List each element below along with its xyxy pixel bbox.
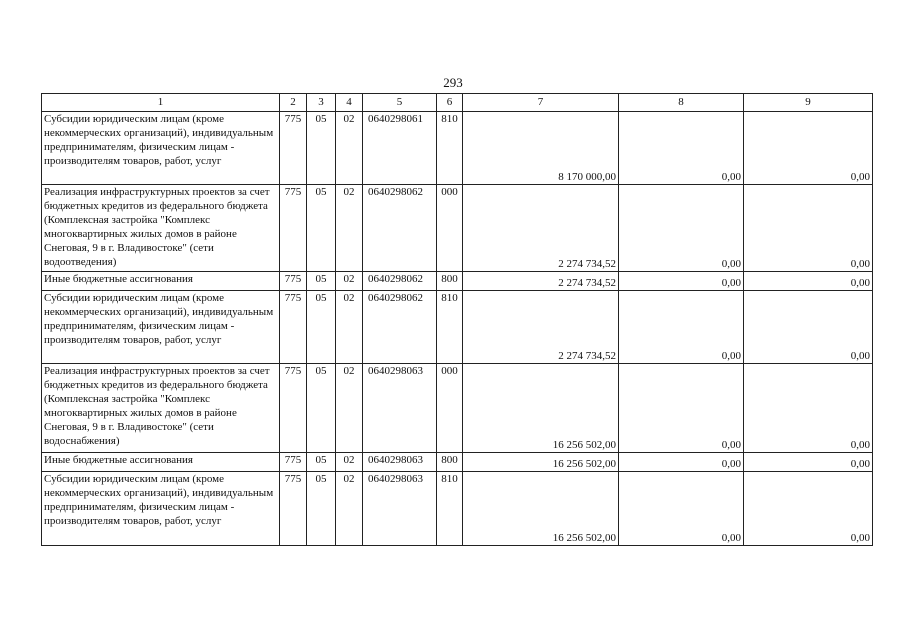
header-cell: 7 [463,94,619,112]
row-amount-col7: 2 274 734,52 [463,291,619,364]
row-code-ministry: 775 [280,112,307,185]
row-code-type: 810 [437,291,463,364]
row-name: Субсидии юридическим лицам (кроме некоммерческих организаций), индивидуальным предпринимателям, физическим лицам - производителям товаров, работ, услуг [42,291,280,364]
row-amount-col8: 0,00 [619,453,744,472]
row-amount-col8: 0,00 [619,364,744,453]
header-cell: 6 [437,94,463,112]
row-code-section: 05 [307,272,336,291]
row-code-section: 05 [307,364,336,453]
row-code-target: 0640298063 [363,472,437,546]
row-code-subsection: 02 [336,364,363,453]
header-cell: 9 [744,94,873,112]
row-code-target: 0640298061 [363,112,437,185]
row-code-subsection: 02 [336,185,363,272]
row-amount-col9: 0,00 [744,185,873,272]
row-code-subsection: 02 [336,112,363,185]
row-amount-col8: 0,00 [619,291,744,364]
row-code-section: 05 [307,185,336,272]
table-row [42,272,873,291]
row-code-section: 05 [307,291,336,364]
row-code-ministry: 775 [280,185,307,272]
row-amount-col9: 0,00 [744,364,873,453]
row-name: Субсидии юридическим лицам (кроме некоммерческих организаций), индивидуальным предпринимателям, физическим лицам - производителям товаров, работ, услуг [42,112,280,185]
row-code-target: 0640298062 [363,291,437,364]
row-code-subsection: 02 [336,453,363,472]
row-code-section: 05 [307,112,336,185]
row-name: Иные бюджетные ассигнования [42,453,280,472]
row-name: Реализация инфраструктурных проектов за счет бюджетных кредитов из федерального бюджета (Комплексная застройка "Комплекс многоквартирных жилых домов в районе Снеговая, 9 в г. Владивостоке" (сети водоотведения) [42,185,280,272]
row-amount-col9: 0,00 [744,472,873,546]
row-amount-col8: 0,00 [619,112,744,185]
row-code-ministry: 775 [280,453,307,472]
row-amount-col9: 0,00 [744,112,873,185]
header-cell: 2 [280,94,307,112]
row-code-subsection: 02 [336,272,363,291]
header-cell: 5 [363,94,437,112]
row-code-ministry: 775 [280,291,307,364]
header-cell: 3 [307,94,336,112]
budget-table [41,93,873,546]
row-amount-col9: 0,00 [744,453,873,472]
row-code-type: 000 [437,185,463,272]
header-cell: 8 [619,94,744,112]
row-name: Субсидии юридическим лицам (кроме некоммерческих организаций), индивидуальным предпринимателям, физическим лицам - производителям товаров, работ, услуг [42,472,280,546]
row-amount-col7: 16 256 502,00 [463,364,619,453]
row-code-section: 05 [307,472,336,546]
row-code-type: 800 [437,272,463,291]
table-row [42,185,873,272]
row-amount-col7: 2 274 734,52 [463,185,619,272]
row-amount-col9: 0,00 [744,291,873,364]
row-amount-col7: 16 256 502,00 [463,472,619,546]
row-code-type: 810 [437,112,463,185]
row-code-section: 05 [307,453,336,472]
row-code-ministry: 775 [280,364,307,453]
table-row [42,112,873,185]
table-row [42,453,873,472]
row-amount-col8: 0,00 [619,272,744,291]
page-number: 293 [443,75,463,90]
row-name: Иные бюджетные ассигнования [42,272,280,291]
row-code-type: 800 [437,453,463,472]
header-cell: 1 [42,94,280,112]
row-code-subsection: 02 [336,472,363,546]
header-cell: 4 [336,94,363,112]
row-amount-col7: 8 170 000,00 [463,112,619,185]
row-amount-col7: 2 274 734,52 [463,272,619,291]
table-row [42,472,873,546]
table-row [42,364,873,453]
row-code-subsection: 02 [336,291,363,364]
row-code-type: 810 [437,472,463,546]
row-amount-col7: 16 256 502,00 [463,453,619,472]
row-code-ministry: 775 [280,472,307,546]
row-amount-col8: 0,00 [619,185,744,272]
header-row [42,94,873,112]
row-name: Реализация инфраструктурных проектов за счет бюджетных кредитов из федерального бюджета (Комплексная застройка "Комплекс многоквартирных жилых домов в районе Снеговая, 9 в г. Владивостоке" (сети водоснабжения) [42,364,280,453]
row-code-type: 000 [437,364,463,453]
row-amount-col9: 0,00 [744,272,873,291]
row-amount-col8: 0,00 [619,472,744,546]
row-code-target: 0640298063 [363,364,437,453]
row-code-target: 0640298062 [363,185,437,272]
row-code-ministry: 775 [280,272,307,291]
row-code-target: 0640298062 [363,272,437,291]
table-row [42,291,873,364]
row-code-target: 0640298063 [363,453,437,472]
